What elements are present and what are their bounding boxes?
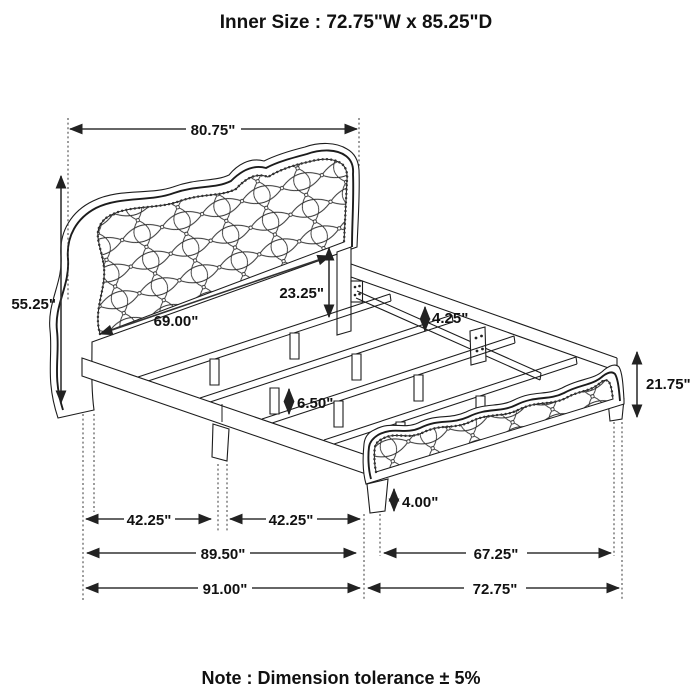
- dimension-labels: [11, 12, 690, 688]
- dim-headboard-inner-width-label: 69.00": [153, 313, 199, 330]
- dim-headboard-to-rail-label: 23.25": [279, 285, 324, 302]
- bracket-hole: [354, 286, 357, 289]
- inner-size-title: Inner Size : 72.75"W x 85.25"D: [219, 12, 493, 33]
- dim-footboard-inner-label: 67.25": [473, 546, 519, 563]
- dim-headboard-height-label: 55.25": [11, 296, 56, 313]
- bracket-hole: [475, 337, 478, 340]
- dim-rail-length-label: 89.50": [200, 546, 246, 563]
- dim-overall-length-label: 91.00": [202, 581, 248, 598]
- dim-footboard-width-label: 72.75": [472, 581, 518, 598]
- dim-slat-leg-height-label: 6.50": [297, 395, 334, 412]
- dim-leg-span-left-label: 42.25": [126, 512, 172, 529]
- bracket-hole: [481, 348, 484, 351]
- dim-footboard-height-label: 21.75": [646, 376, 691, 393]
- bracket-hole: [480, 335, 483, 338]
- center-support-rail: [356, 291, 541, 380]
- bracket-hole: [476, 350, 479, 353]
- tolerance-note: Note : Dimension tolerance ± 5%: [201, 668, 481, 688]
- footboard: [363, 365, 624, 513]
- bracket-hole: [354, 294, 357, 297]
- dim-headboard-width-label: 80.75": [190, 122, 236, 139]
- dim-footboard-leg-label: 4.00": [402, 494, 439, 511]
- headboard-right-post: [337, 247, 351, 335]
- bracket-hole: [358, 285, 361, 288]
- dim-rail-to-slat-label: 4.25": [432, 310, 469, 327]
- dim-leg-span-right-label: 42.25": [268, 512, 314, 529]
- footboard-left-leg: [367, 479, 388, 513]
- rail-center-leg: [212, 424, 229, 461]
